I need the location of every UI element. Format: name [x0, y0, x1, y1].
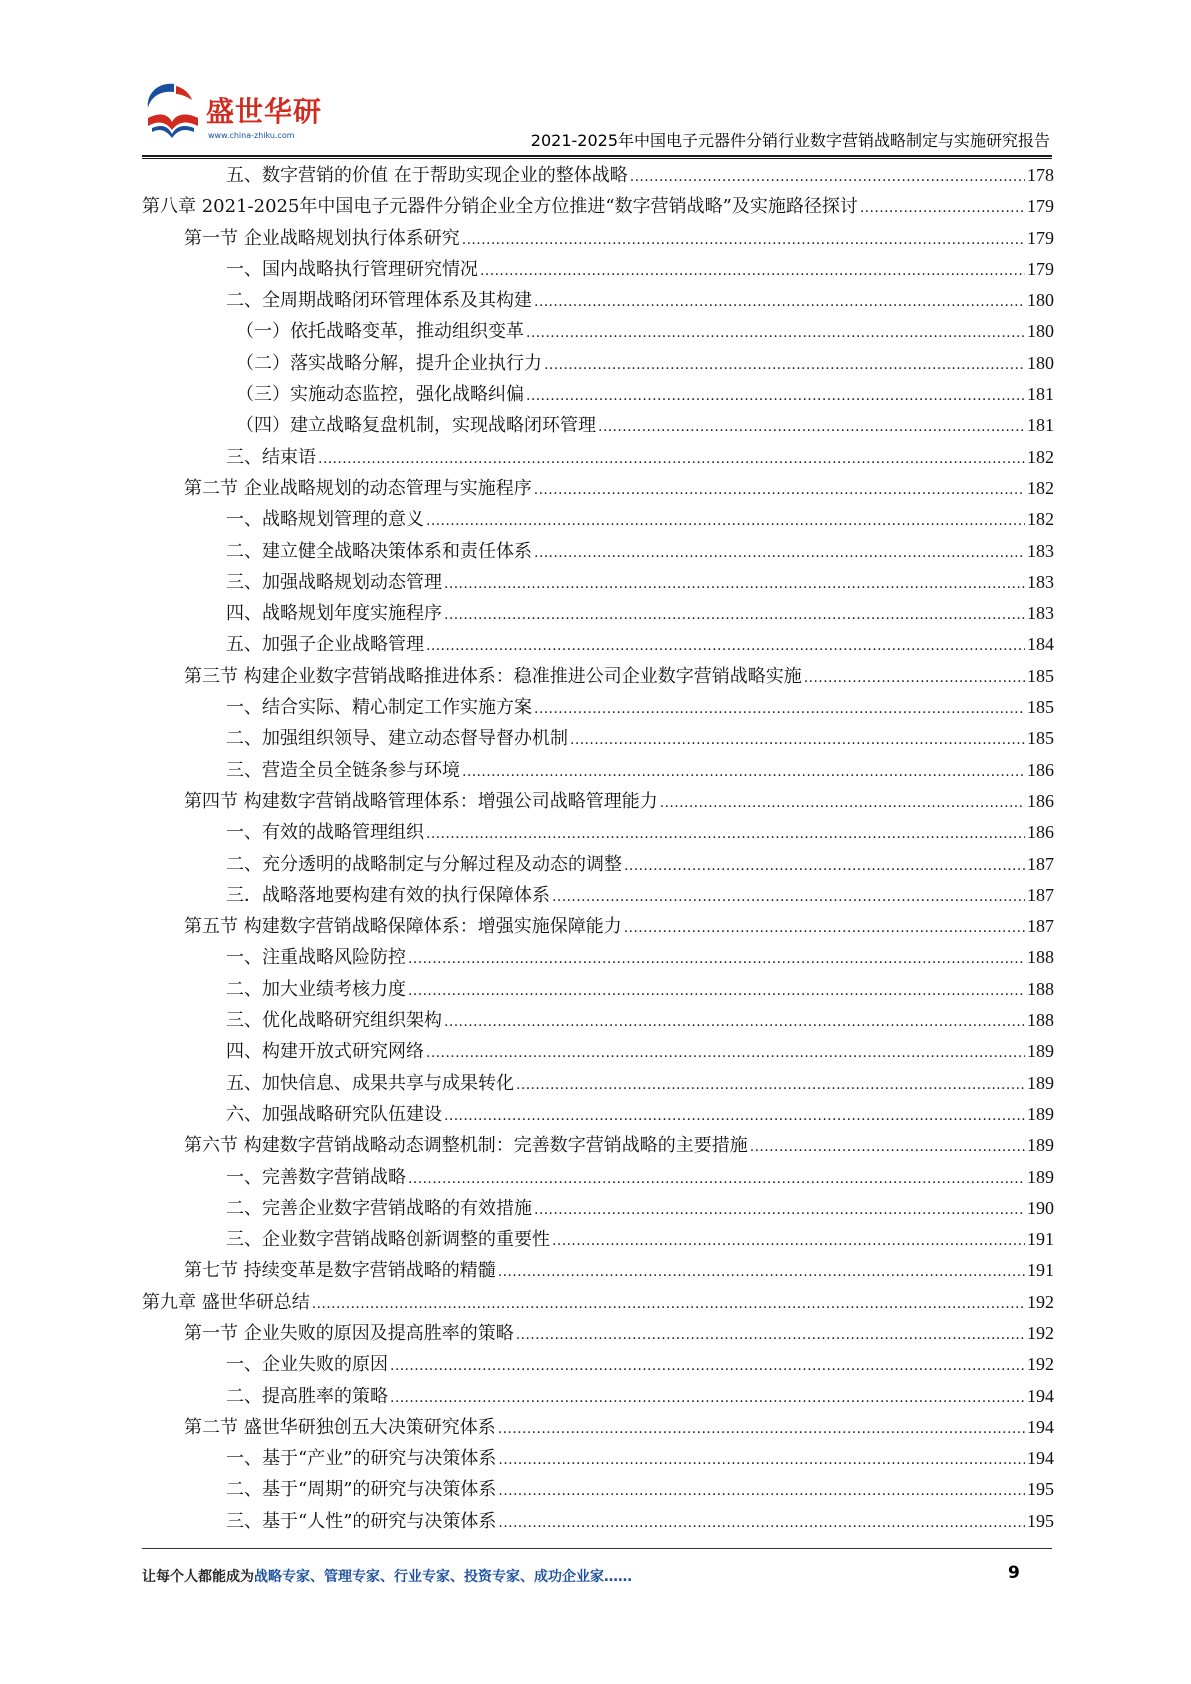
toc-entry-title: 五、数字营销的价值 在于帮助实现企业的整体战略: [226, 165, 628, 186]
toc-dot-leader: [552, 1224, 1025, 1255]
toc-page-number: 190: [1027, 1197, 1054, 1218]
toc-page-number: 181: [1027, 384, 1054, 405]
toc-entry[interactable]: [142, 1068, 1054, 1099]
toc-entry[interactable]: [142, 1255, 1054, 1286]
toc-entry[interactable]: [142, 473, 1054, 504]
toc-page-number: 186: [1027, 822, 1054, 843]
logo-url: www.china-zhiku.com: [208, 131, 295, 140]
toc-entry-title: （三）实施动态监控，强化战略纠偏: [236, 384, 524, 406]
toc-entry[interactable]: [142, 379, 1054, 410]
toc-dot-leader: [444, 1099, 1025, 1130]
toc-dot-leader: [598, 410, 1025, 441]
toc-entry-title: 三、结束语: [226, 446, 316, 468]
toc-page-number: 186: [1027, 790, 1054, 811]
toc-entry[interactable]: [142, 160, 1054, 191]
toc-dot-leader: [570, 723, 1025, 754]
toc-dot-leader: [390, 1381, 1025, 1412]
toc-item-row[interactable]: [226, 1099, 1054, 1130]
toc-entry[interactable]: [142, 629, 1054, 660]
header-divider: [142, 155, 1052, 157]
toc-item-row[interactable]: [226, 1349, 1054, 1380]
toc-section-row[interactable]: [184, 473, 1054, 504]
toc-dot-leader: [534, 692, 1025, 723]
company-logo: [140, 78, 340, 150]
toc-chapter-row[interactable]: [142, 1287, 1054, 1318]
toc-page-number: 186: [1027, 759, 1054, 780]
toc-entry-title: 二、基于“周期”的研究与决策体系: [226, 1479, 497, 1501]
toc-entry[interactable]: [142, 692, 1054, 723]
toc-entry-title: 五、加强子企业战略管理: [226, 634, 424, 656]
toc-page-number: 195: [1027, 1510, 1054, 1531]
toc-entry-title: 二、建立健全战略决策体系和责任体系: [226, 540, 532, 562]
toc-item-row[interactable]: [226, 1193, 1054, 1224]
toc-dot-leader: [426, 629, 1025, 660]
toc-item-row[interactable]: [226, 1474, 1054, 1505]
toc-entry[interactable]: [142, 254, 1054, 285]
toc-item-row[interactable]: [226, 692, 1054, 723]
toc-dot-leader: [624, 849, 1025, 880]
toc-entry[interactable]: [142, 1474, 1054, 1505]
toc-sub-row[interactable]: [236, 379, 1054, 410]
toc-dot-leader: [624, 911, 1025, 942]
logo-text: 盛世华研: [206, 95, 323, 128]
toc-dot-leader: [630, 160, 1025, 191]
toc-entry[interactable]: [142, 223, 1054, 254]
toc-dot-leader: [534, 1193, 1025, 1224]
header-divider-thin: [142, 158, 1052, 159]
toc-entry-title: 一、企业失败的原因: [226, 1354, 388, 1376]
toc-entry[interactable]: [142, 567, 1054, 598]
report-title: 2021-2025年中国电子元器件分销行业数字营销战略制定与实施研究报告: [530, 131, 1050, 150]
toc-item-row[interactable]: [226, 504, 1054, 535]
toc-dot-leader: [498, 1255, 1025, 1286]
toc-entry-title: 第一节 企业失败的原因及提高胜率的策略: [184, 1322, 514, 1344]
toc-section-row[interactable]: [184, 223, 1054, 254]
toc-entry-title: （二）落实战略分解，提升企业执行力: [236, 352, 542, 374]
footer-slogan-highlight: 战略专家、管理专家、行业专家、投资专家、成功企业家……: [254, 1569, 632, 1585]
toc-item-row[interactable]: [226, 755, 1054, 786]
toc-dot-leader: [426, 1036, 1025, 1067]
toc-page-number: 182: [1027, 446, 1054, 467]
toc-page-number: 189: [1027, 1166, 1054, 1187]
toc-page-number: 187: [1027, 884, 1054, 905]
toc-dot-leader: [312, 1287, 1025, 1318]
toc-chapter-row[interactable]: [142, 191, 1054, 222]
toc-entry[interactable]: [142, 786, 1054, 817]
toc-dot-leader: [526, 316, 1025, 347]
toc-page-number: 192: [1027, 1322, 1054, 1343]
toc-entry[interactable]: [142, 755, 1054, 786]
toc-page-number: 187: [1027, 853, 1054, 874]
toc-entry-title: 二、全周期战略闭环管理体系及其构建: [226, 290, 532, 312]
toc-dot-leader: [534, 536, 1025, 567]
toc-entry[interactable]: [142, 942, 1054, 973]
toc-entry[interactable]: [142, 191, 1054, 222]
toc-entry[interactable]: [142, 1443, 1054, 1474]
footer-divider: [142, 1548, 1052, 1549]
toc-entry[interactable]: [142, 504, 1054, 535]
toc-page-number: 187: [1027, 916, 1054, 937]
toc-page-number: 194: [1027, 1416, 1054, 1437]
toc-sub-row[interactable]: [236, 410, 1054, 441]
toc-entry-title: 四、战略规划年度实施程序: [226, 603, 442, 625]
toc-entry[interactable]: [142, 536, 1054, 567]
toc-dot-leader: [408, 1162, 1025, 1193]
toc-entry[interactable]: [142, 1412, 1054, 1443]
table-of-contents: [142, 160, 1054, 1537]
toc-sub-row[interactable]: [236, 316, 1054, 347]
toc-page-number: 191: [1027, 1260, 1054, 1281]
toc-dot-leader: [660, 786, 1025, 817]
toc-entry-title: 二、加强组织领导、建立动态督导督办机制: [226, 728, 568, 750]
toc-entry-title: 六、加强战略研究队伍建设: [226, 1103, 442, 1125]
toc-item-row[interactable]: [226, 285, 1054, 316]
toc-section-row[interactable]: [184, 1412, 1054, 1443]
toc-page-number: 181: [1027, 415, 1054, 436]
toc-item-row[interactable]: [226, 442, 1054, 473]
toc-item-row[interactable]: [226, 1224, 1054, 1255]
toc-entry[interactable]: [142, 1162, 1054, 1193]
toc-dot-leader: [498, 1506, 1025, 1537]
toc-item-row[interactable]: [226, 536, 1054, 567]
toc-entry-title: 二、充分透明的战略制定与分解过程及动态的调整: [226, 853, 622, 875]
toc-page-number: 194: [1027, 1448, 1054, 1469]
toc-page-number: 189: [1027, 1072, 1054, 1093]
toc-dot-leader: [498, 1443, 1025, 1474]
toc-page-number: 180: [1027, 290, 1054, 311]
toc-entry[interactable]: [142, 1036, 1054, 1067]
toc-dot-leader: [552, 880, 1025, 911]
toc-entry-title: 第一节 企业战略规划执行体系研究: [184, 227, 460, 249]
toc-entry-title: 第三节 构建企业数字营销战略推进体系：稳准推进公司企业数字营销战略实施: [184, 665, 802, 687]
toc-item-row[interactable]: [226, 817, 1054, 848]
toc-entry[interactable]: [142, 1381, 1054, 1412]
toc-entry-title: 二、提高胜率的策略: [226, 1385, 388, 1407]
toc-item-row[interactable]: [226, 254, 1054, 285]
toc-item-row[interactable]: [226, 1036, 1054, 1067]
toc-entry-title: 四、构建开放式研究网络: [226, 1041, 424, 1063]
toc-section-row[interactable]: [184, 1318, 1054, 1349]
toc-dot-leader: [390, 1349, 1025, 1380]
footer-slogan: [142, 1566, 632, 1586]
toc-page-number: 180: [1027, 352, 1054, 373]
toc-entry[interactable]: [142, 316, 1054, 347]
toc-entry-title: 第九章 盛世华研总结: [142, 1291, 310, 1313]
toc-dot-leader: [498, 1474, 1025, 1505]
toc-entry[interactable]: [142, 410, 1054, 441]
toc-dot-leader: [534, 473, 1025, 504]
toc-dot-leader: [444, 567, 1025, 598]
toc-entry[interactable]: [142, 1224, 1054, 1255]
toc-item-row[interactable]: [226, 1381, 1054, 1412]
toc-item-row[interactable]: [226, 974, 1054, 1005]
toc-item-row[interactable]: [226, 1162, 1054, 1193]
toc-entry-title: 五、加快信息、成果共享与成果转化: [226, 1072, 514, 1094]
toc-page-number: 179: [1027, 258, 1054, 279]
toc-dot-leader: [318, 442, 1025, 473]
footer-slogan-prefix: 让每个人都能成为: [142, 1569, 254, 1585]
toc-entry-title: 三、基于“人性”的研究与决策体系: [226, 1510, 497, 1532]
toc-section-row[interactable]: [184, 911, 1054, 942]
toc-dot-leader: [544, 348, 1025, 379]
toc-item-row[interactable]: [226, 1068, 1054, 1099]
toc-dot-leader: [534, 285, 1025, 316]
toc-entry-title: 二、加大业绩考核力度: [226, 978, 406, 1000]
toc-dot-leader: [408, 974, 1025, 1005]
toc-dot-leader: [444, 1005, 1025, 1036]
toc-entry-title: 三、优化战略研究组织架构: [226, 1010, 442, 1032]
toc-entry-title: 一、基于“产业”的研究与决策体系: [226, 1448, 497, 1470]
page-header: [0, 0, 1191, 160]
toc-page-number: 194: [1027, 1385, 1054, 1406]
toc-page-number: 182: [1027, 509, 1054, 530]
toc-entry-title: 一、国内战略执行管理研究情况: [226, 258, 478, 280]
toc-item-row[interactable]: [226, 880, 1054, 911]
toc-page-number: 189: [1027, 1135, 1054, 1156]
toc-entry[interactable]: [142, 1099, 1054, 1130]
toc-entry[interactable]: [142, 1349, 1054, 1380]
toc-item-row[interactable]: [226, 723, 1054, 754]
toc-entry-title: 二、完善企业数字营销战略的有效措施: [226, 1197, 532, 1219]
toc-entry-title: 一、注重战略风险防控: [226, 947, 406, 969]
toc-dot-leader: [426, 817, 1025, 848]
toc-entry-title: 三、加强战略规划动态管理: [226, 571, 442, 593]
toc-page-number: 185: [1027, 728, 1054, 749]
toc-page-number: 192: [1027, 1291, 1054, 1312]
toc-item-row[interactable]: [226, 942, 1054, 973]
toc-entry-title: 第二节 盛世华研独创五大决策研究体系: [184, 1416, 496, 1438]
toc-entry[interactable]: [142, 1318, 1054, 1349]
toc-entry-title: 一、战略规划管理的意义: [226, 509, 424, 531]
toc-entry[interactable]: [142, 442, 1054, 473]
toc-entry-title: 第五节 构建数字营销战略保障体系：增强实施保障能力: [184, 916, 622, 938]
toc-entry-title: 一、完善数字营销战略: [226, 1166, 406, 1188]
toc-entry[interactable]: [142, 911, 1054, 942]
toc-page-number: 179: [1027, 227, 1054, 248]
toc-sub-row[interactable]: [236, 348, 1054, 379]
toc-page-number: 188: [1027, 947, 1054, 968]
toc-entry-title: （四）建立战略复盘机制，实现战略闭环管理: [236, 415, 596, 437]
toc-dot-leader: [498, 1412, 1025, 1443]
toc-page-number: 182: [1027, 477, 1054, 498]
toc-page-number: 185: [1027, 665, 1054, 686]
toc-page-number: 192: [1027, 1354, 1054, 1375]
toc-section-row[interactable]: [184, 1255, 1054, 1286]
toc-entry-title: 一、有效的战略管理组织: [226, 822, 424, 844]
toc-page-number: 188: [1027, 1010, 1054, 1031]
toc-dot-leader: [804, 661, 1025, 692]
toc-page-number: 189: [1027, 1103, 1054, 1124]
toc-item-row[interactable]: [226, 160, 1054, 191]
toc-page-number: 184: [1027, 634, 1054, 655]
toc-page-number: 183: [1027, 603, 1054, 624]
toc-entry-title: 三、企业数字营销战略创新调整的重要性: [226, 1229, 550, 1251]
toc-dot-leader: [408, 942, 1025, 973]
toc-page-number: 183: [1027, 540, 1054, 561]
toc-section-row[interactable]: [184, 786, 1054, 817]
toc-entry[interactable]: [142, 880, 1054, 911]
toc-dot-leader: [516, 1068, 1025, 1099]
toc-dot-leader: [750, 1130, 1025, 1161]
toc-item-row[interactable]: [226, 1443, 1054, 1474]
toc-item-row[interactable]: [226, 567, 1054, 598]
book-logo-icon: [140, 78, 204, 142]
toc-dot-leader: [526, 379, 1025, 410]
toc-entry-title: （一）依托战略变革，推动组织变革: [236, 321, 524, 343]
toc-entry-title: 第四节 构建数字营销战略管理体系：增强公司战略管理能力: [184, 790, 658, 812]
toc-page-number: 188: [1027, 978, 1054, 999]
toc-dot-leader: [480, 254, 1025, 285]
toc-entry-title: 一、结合实际、精心制定工作实施方案: [226, 697, 532, 719]
toc-dot-leader: [462, 223, 1025, 254]
toc-page-number: 178: [1027, 165, 1054, 185]
toc-dot-leader: [444, 598, 1025, 629]
toc-item-row[interactable]: [226, 629, 1054, 660]
toc-entry[interactable]: [142, 348, 1054, 379]
toc-entry[interactable]: [142, 723, 1054, 754]
toc-entry[interactable]: [142, 974, 1054, 1005]
toc-page-number: 180: [1027, 321, 1054, 342]
toc-entry[interactable]: [142, 598, 1054, 629]
toc-entry[interactable]: [142, 1193, 1054, 1224]
toc-page-number: 179: [1027, 196, 1054, 217]
toc-dot-leader: [860, 191, 1025, 222]
toc-entry[interactable]: [142, 1130, 1054, 1161]
toc-page-number: 185: [1027, 697, 1054, 718]
toc-dot-leader: [516, 1318, 1025, 1349]
toc-dot-leader: [462, 755, 1025, 786]
toc-entry-title: 第二节 企业战略规划的动态管理与实施程序: [184, 477, 532, 499]
toc-entry-title: 第八章 2021-2025年中国电子元器件分销企业全方位推进“数字营销战略”及实施路径探讨: [142, 196, 858, 218]
toc-item-row[interactable]: [226, 598, 1054, 629]
toc-entry-title: 第七节 持续变革是数字营销战略的精髓: [184, 1260, 496, 1282]
toc-page-number: 183: [1027, 571, 1054, 592]
toc-page-number: 195: [1027, 1479, 1054, 1500]
toc-item-row[interactable]: [226, 1506, 1054, 1537]
toc-entry[interactable]: [142, 1287, 1054, 1318]
toc-entry[interactable]: [142, 849, 1054, 880]
toc-entry-title: 三、营造全员全链条参与环境: [226, 759, 460, 781]
toc-dot-leader: [426, 504, 1025, 535]
toc-item-row[interactable]: [226, 1005, 1054, 1036]
toc-entry-title: 第六节 构建数字营销战略动态调整机制：完善数字营销战略的主要措施: [184, 1135, 748, 1157]
toc-entry[interactable]: [142, 817, 1054, 848]
toc-entry[interactable]: [142, 661, 1054, 692]
toc-item-row[interactable]: [226, 849, 1054, 880]
page-number: 9: [1008, 1563, 1020, 1583]
toc-entry-title: 三．战略落地要构建有效的执行保障体系: [226, 884, 550, 906]
toc-page-number: 191: [1027, 1229, 1054, 1250]
toc-entry[interactable]: [142, 1005, 1054, 1036]
toc-section-row[interactable]: [184, 661, 1054, 692]
toc-entry[interactable]: [142, 285, 1054, 316]
toc-page-number: 189: [1027, 1041, 1054, 1062]
toc-entry[interactable]: [142, 1506, 1054, 1537]
toc-section-row[interactable]: [184, 1130, 1054, 1161]
